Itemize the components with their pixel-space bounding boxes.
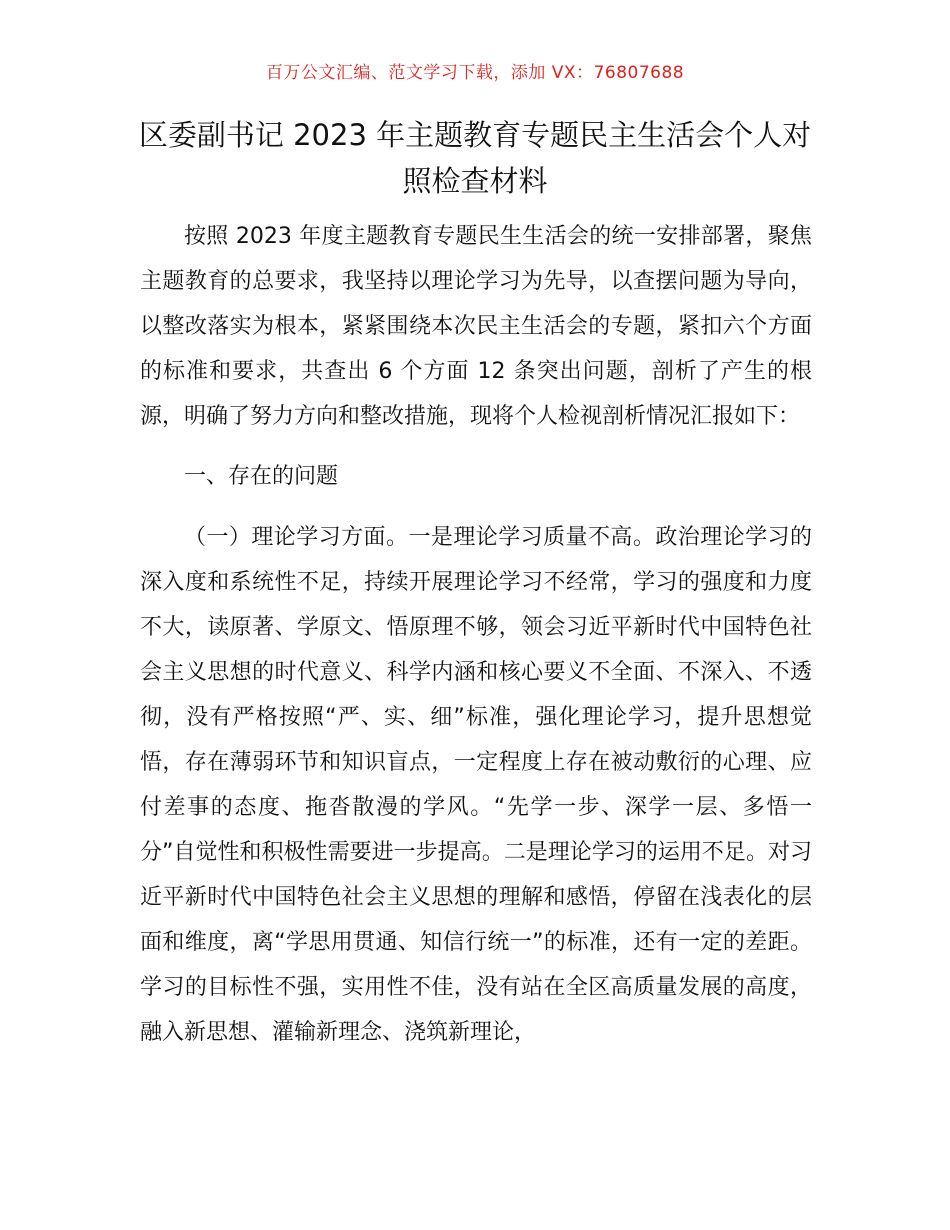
document-title: 区委副书记 2023 年主题教育专题民主生活会个人对照检查材料 (138, 118, 812, 198)
watermark-header: 百万公文汇编、范文学习下载，添加 VX：76807688 (265, 63, 685, 83)
document-body (140, 214, 812, 1055)
intro-paragraph: 按照 2023 年度主题教育专题民生生活会的统一安排部署，聚焦主题教育的总要求，我坚持以理论学习为先导，以查摆问题为导向，以整改落实为根本，紧紧围绕本次民主生活会的专题，紧扣六个方面的标准和要求，共查出 6 个方面 12 条突出问题，剖析了产生的根源，明确了努力方向和整改措施，现将个人检视剖析情况汇报如下： (140, 224, 812, 429)
section-1-paragraph: （一）理论学习方面。一是理论学习质量不高。政治理论学习的深入度和系统性不足，持续开展理论学习不经常，学习的强度和力度不大，读原著、学原文、悟原理不够，领会习近平新时代中国特色社会主义思想的时代意义、科学内涵和核心要义不全面、不深入、不透彻，没有严格按照“严、实、细”标准，强化理论学习，提升思想觉悟，存在薄弱环节和知识盲点，一定程度上存在被动敷衍的心理、应付差事的态度、拖沓散漫的学风。“先学一步、深学一层、多悟一分”自觉性和积极性需要进一步提高。二是理论学习的运用不足。对习近平新时代中国特色社会主义思想的理解和感悟，停留在浅表化的层面和维度，离“学思用贯通、知信行统一”的标准，还有一定的差距。学习的目标性不强，实用性不佳，没有站在全区高质量发展的高度，融入新思想、灌输新理念、浇筑新理论， (140, 525, 812, 1045)
section-heading: 一、存在的问题 (184, 464, 339, 489)
